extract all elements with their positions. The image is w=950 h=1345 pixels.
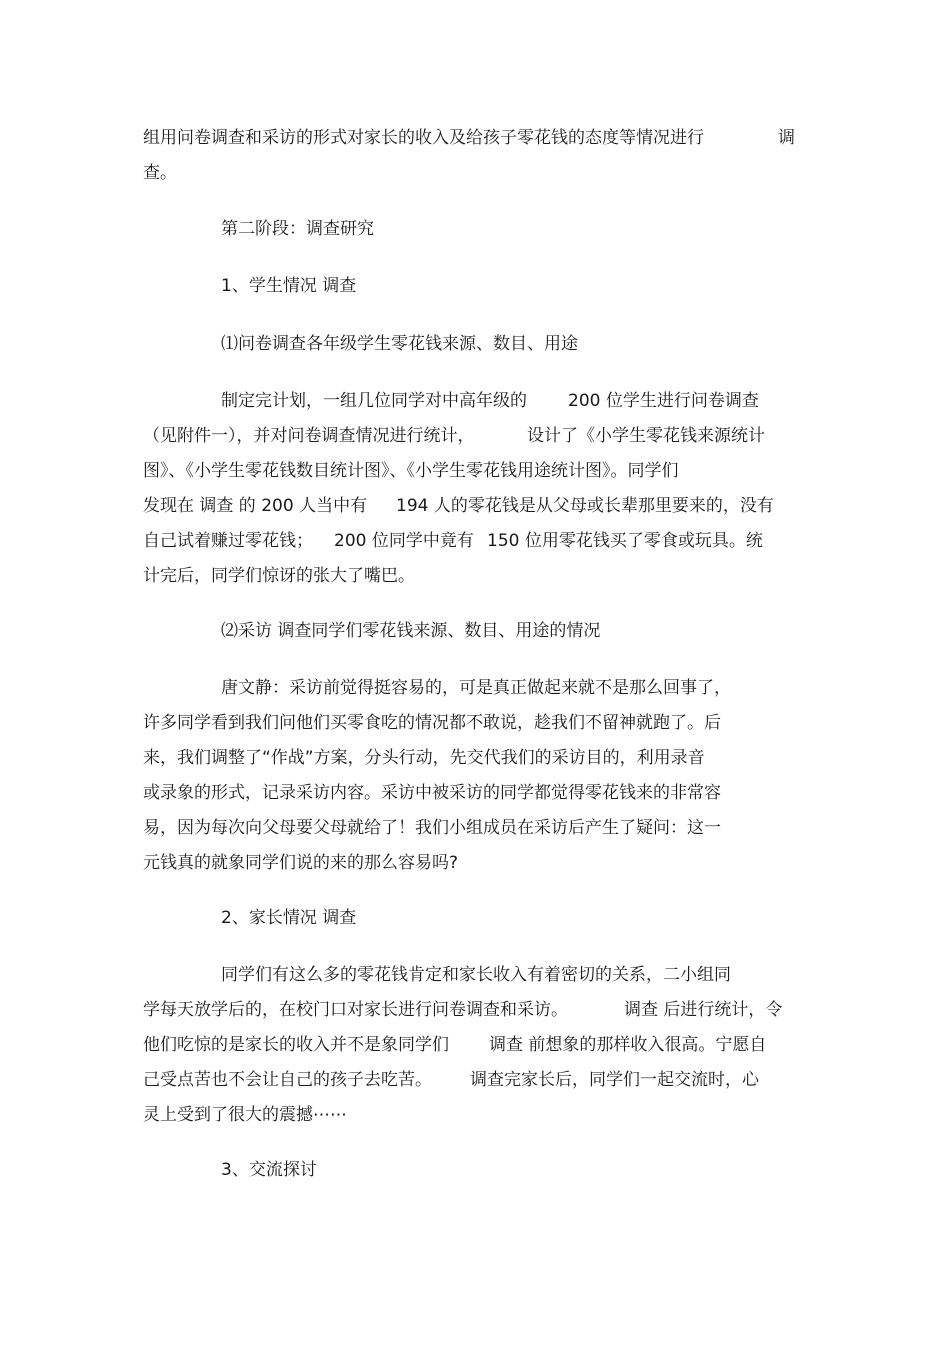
- paragraph-line: 许多同学看到我们问他们买零食吃的情况都不敢说，趁我们不留神就跑了。后: [143, 713, 721, 733]
- paragraph-line: 元钱真的就象同学们说的来的那么容易吗?: [143, 853, 459, 873]
- subsection-heading-questionnaire: ⑴问卷调查各年级学生零花钱来源、数目、用途: [221, 334, 578, 354]
- section-heading-students: 1、学生情况 调查: [221, 276, 357, 296]
- intro-line: 查。: [143, 163, 177, 183]
- paragraph-line: 易，因为每次向父母要父母就给了！我们小组成员在采访后产生了疑问：这一: [143, 818, 721, 838]
- paragraph-line: 同学们有这么多的零花钱肯定和家长收入有着密切的关系，二小组同: [221, 965, 731, 985]
- stage-heading: 第二阶段：调查研究: [221, 219, 374, 239]
- paragraph-line: 灵上受到了很大的震撼⋯⋯: [143, 1105, 347, 1125]
- intro-line: 组用问卷调查和采访的形式对家长的收入及给孩子零花钱的态度等情况进行 调: [143, 128, 795, 148]
- paragraph-line: 图》、《小学生零花钱数目统计图》、《小学生零花钱用途统计图》。同学们: [143, 461, 679, 481]
- paragraph-line: 己受点苦也不会让自己的孩子去吃苦。 调查完家长后，同学们一起交流时，心: [143, 1070, 759, 1090]
- paragraph-line: 学每天放学后的，在校门口对家长进行问卷调查和采访。 调查 后进行统计，令: [143, 1000, 783, 1020]
- paragraph-line: （见附件一），并对问卷调查情况进行统计， 设计了《小学生零花钱来源统计: [143, 426, 765, 446]
- paragraph-line: 唐文静：采访前觉得挺容易的，可是真正做起来就不是那么回事了，: [221, 678, 731, 698]
- paragraph-line: 或录象的形式，记录采访内容。采访中被采访的同学都觉得零花钱来的非常容: [143, 783, 721, 803]
- paragraph-line: 计完后，同学们惊讶的张大了嘴巴。: [143, 566, 415, 586]
- paragraph-line: 自己试着赚过零花钱； 200 位同学中竟有 150 位用零花钱买了零食或玩具。统: [143, 531, 763, 551]
- section-heading-discussion: 3、交流探讨: [221, 1160, 317, 1180]
- paragraph-line: 来，我们调整了“作战”方案，分头行动，先交代我们的采访目的，利用录音: [143, 748, 705, 768]
- paragraph-line: 发现在 调查 的 200 人当中有 194 人的零花钱是从父母或长辈那里要来的，没有: [143, 496, 774, 516]
- section-heading-parents: 2、家长情况 调查: [221, 908, 357, 928]
- paragraph-line: 制定完计划，一组几位同学对中高年级的 200 位学生进行问卷调查: [221, 391, 759, 411]
- paragraph-line: 他们吃惊的是家长的收入并不是象同学们 调查 前想象的那样收入很高。宁愿自: [143, 1035, 767, 1055]
- subsection-heading-interview: ⑵采访 调查同学们零花钱来源、数目、用途的情况: [221, 621, 601, 641]
